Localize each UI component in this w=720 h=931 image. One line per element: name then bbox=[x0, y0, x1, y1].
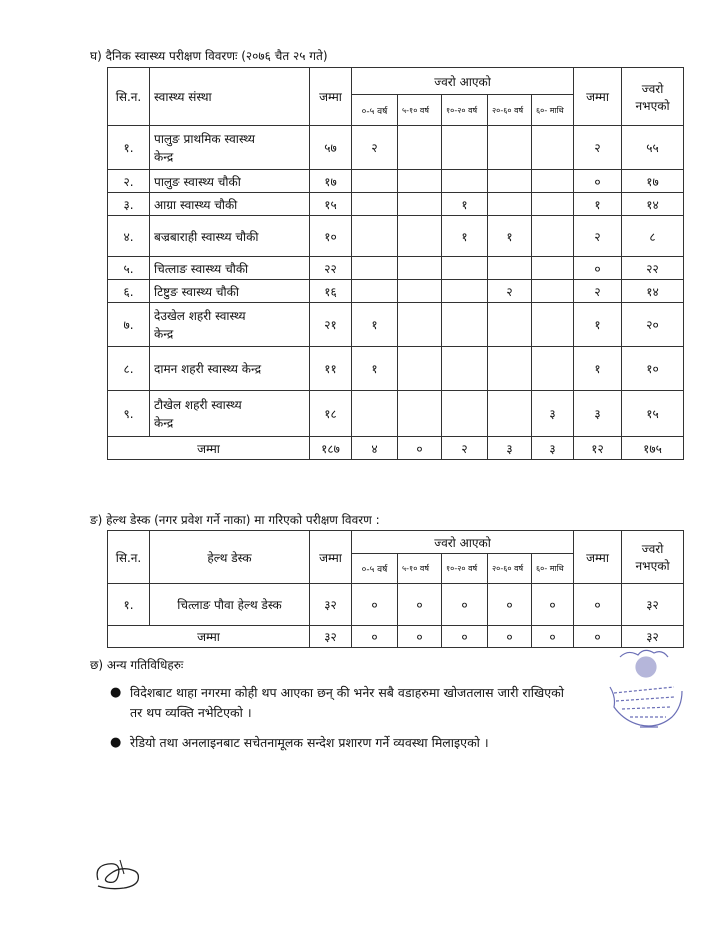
col-header-age: ५-१० वर्ष bbox=[398, 554, 442, 584]
row-institution bbox=[150, 303, 310, 347]
row-age-cell bbox=[488, 170, 532, 193]
row-age-cell bbox=[352, 170, 398, 193]
row-age-cell bbox=[398, 170, 442, 193]
col-header-sn: सि.न. bbox=[108, 68, 150, 126]
row-no-fever: ८ bbox=[622, 216, 684, 257]
row-institution: बज्रबाराही स्वास्थ्य चौकी bbox=[150, 216, 310, 257]
table-row bbox=[108, 216, 684, 257]
row-total: १५ bbox=[310, 193, 352, 216]
row-age-cell bbox=[442, 391, 488, 437]
office-stamp-icon bbox=[600, 643, 692, 739]
row-fever-total: ३ bbox=[574, 391, 622, 437]
row-age-cell: ० bbox=[532, 584, 574, 626]
row-sn: ६. bbox=[108, 280, 150, 303]
total-age-cell: २ bbox=[442, 437, 488, 460]
row-sn: १. bbox=[108, 126, 150, 170]
row-age-cell bbox=[398, 280, 442, 303]
row-age-cell: ० bbox=[442, 584, 488, 626]
row-institution bbox=[150, 126, 310, 170]
col-header-age: १०-२० वर्ष bbox=[442, 554, 488, 584]
row-age-cell bbox=[398, 126, 442, 170]
row-no-fever: २२ bbox=[622, 257, 684, 280]
table-row bbox=[108, 193, 684, 216]
total-age-cell: ३ bbox=[532, 437, 574, 460]
total-label: जम्मा bbox=[108, 626, 310, 648]
row-age-cell bbox=[488, 193, 532, 216]
section-gha-heading: घ) दैनिक स्वास्थ्य परीक्षण विवरणः (२०७६ चैत २५ गते) bbox=[90, 49, 328, 63]
total-no-fever: १७५ bbox=[622, 437, 684, 460]
row-age-cell bbox=[488, 347, 532, 391]
col-header-sn: सि.न. bbox=[108, 531, 150, 584]
col-header-institution: स्वास्थ्य संस्था bbox=[150, 68, 310, 126]
row-age-cell bbox=[532, 193, 574, 216]
row-total: २१ bbox=[310, 303, 352, 347]
row-age-cell bbox=[398, 303, 442, 347]
row-no-fever: १४ bbox=[622, 280, 684, 303]
row-age-cell bbox=[532, 257, 574, 280]
row-no-fever: १७ bbox=[622, 170, 684, 193]
row-sn: ७. bbox=[108, 303, 150, 347]
row-age-cell: १ bbox=[352, 347, 398, 391]
row-fever-total: १ bbox=[574, 193, 622, 216]
col-header-fever-total: जम्मा bbox=[574, 68, 622, 126]
row-age-cell: ० bbox=[352, 584, 398, 626]
row-sn: २. bbox=[108, 170, 150, 193]
table-row bbox=[108, 347, 684, 391]
signature-icon bbox=[90, 850, 150, 890]
row-age-cell bbox=[352, 280, 398, 303]
table-row bbox=[108, 170, 684, 193]
institution-line2: केन्द्र bbox=[154, 149, 174, 164]
row-fever-total: १ bbox=[574, 347, 622, 391]
total-age-cell: ० bbox=[352, 626, 398, 648]
row-age-cell bbox=[352, 216, 398, 257]
list-item bbox=[108, 733, 578, 753]
row-age-cell bbox=[532, 126, 574, 170]
daily-health-table bbox=[107, 67, 684, 460]
total-age-cell: ० bbox=[488, 626, 532, 648]
row-total: १६ bbox=[310, 280, 352, 303]
col-header-age: ०-५ वर्ष bbox=[352, 95, 398, 126]
table-row bbox=[108, 584, 684, 626]
col-header-age: २०-६० वर्ष bbox=[488, 554, 532, 584]
row-no-fever: १५ bbox=[622, 391, 684, 437]
institution-line2: केन्द्र bbox=[154, 415, 174, 430]
row-sn: ९. bbox=[108, 391, 150, 437]
row-fever-total: २ bbox=[574, 280, 622, 303]
health-desk-table bbox=[107, 530, 684, 648]
row-institution bbox=[150, 391, 310, 437]
row-age-cell: ३ bbox=[532, 391, 574, 437]
row-sn: ३. bbox=[108, 193, 150, 216]
row-age-cell bbox=[488, 391, 532, 437]
row-age-cell bbox=[398, 347, 442, 391]
row-total: २२ bbox=[310, 257, 352, 280]
activity-text: रेडियो तथा अनलाइनबाट सचेतनामूलक सन्देश प्रशारण गर्ने व्यवस्था मिलाइएको । bbox=[130, 735, 489, 750]
row-age-cell bbox=[352, 193, 398, 216]
total-age-cell: ० bbox=[442, 626, 488, 648]
total-label: जम्मा bbox=[108, 437, 310, 460]
row-total: १८ bbox=[310, 391, 352, 437]
col-header-age: ०-५ वर्ष bbox=[352, 554, 398, 584]
col-header-total: जम्मा bbox=[310, 68, 352, 126]
col-header-fever: ज्वरो आएको bbox=[352, 531, 574, 554]
row-institution: चित्लाङ स्वास्थ्य चौकी bbox=[150, 257, 310, 280]
table-row bbox=[108, 303, 684, 347]
total-age-cell: ० bbox=[398, 626, 442, 648]
row-age-cell bbox=[352, 391, 398, 437]
table-row bbox=[108, 391, 684, 437]
row-sn: ५. bbox=[108, 257, 150, 280]
row-age-cell bbox=[488, 303, 532, 347]
row-age-cell bbox=[488, 126, 532, 170]
col-header-desk: हेल्थ डेस्क bbox=[150, 531, 310, 584]
total-total: १८७ bbox=[310, 437, 352, 460]
row-age-cell: ० bbox=[398, 584, 442, 626]
col-header-total: जम्मा bbox=[310, 531, 352, 584]
row-age-cell bbox=[488, 257, 532, 280]
row-age-cell bbox=[532, 303, 574, 347]
row-age-cell bbox=[352, 257, 398, 280]
bullet-icon: ● bbox=[110, 735, 122, 750]
row-institution: पालुङ स्वास्थ्य चौकी bbox=[150, 170, 310, 193]
row-sn: ४. bbox=[108, 216, 150, 257]
institution-line1: टौखेल शहरी स्वास्थ्य bbox=[154, 397, 242, 412]
row-sn: ८. bbox=[108, 347, 150, 391]
row-age-cell bbox=[442, 280, 488, 303]
col-header-age: १०-२० वर्ष bbox=[442, 95, 488, 126]
row-institution: दामन शहरी स्वास्थ्य केन्द्र bbox=[150, 347, 310, 391]
section-nga-heading: ङ) हेल्थ डेस्क (नगर प्रवेश गर्ने नाका) मा गरिएको परीक्षण विवरण : bbox=[90, 513, 380, 527]
total-age-cell: ४ bbox=[352, 437, 398, 460]
row-age-cell bbox=[398, 216, 442, 257]
row-no-fever: ३२ bbox=[622, 584, 684, 626]
col-header-fever-total: जम्मा bbox=[574, 531, 622, 584]
row-desk: चित्लाङ पौवा हेल्थ डेस्क bbox=[150, 584, 310, 626]
row-age-cell bbox=[442, 257, 488, 280]
col-header-no-fever: ज्वरो नभएको bbox=[622, 68, 684, 126]
row-age-cell bbox=[532, 347, 574, 391]
total-age-cell: ३ bbox=[488, 437, 532, 460]
row-total: १० bbox=[310, 216, 352, 257]
row-age-cell bbox=[442, 126, 488, 170]
total-row bbox=[108, 626, 684, 648]
table-row bbox=[108, 257, 684, 280]
total-age-cell: ० bbox=[398, 437, 442, 460]
row-age-cell bbox=[398, 391, 442, 437]
row-institution: आग्रा स्वास्थ्य चौकी bbox=[150, 193, 310, 216]
row-total: ५७ bbox=[310, 126, 352, 170]
row-total: ११ bbox=[310, 347, 352, 391]
row-age-cell: १ bbox=[442, 193, 488, 216]
row-age-cell bbox=[442, 303, 488, 347]
row-institution: टिष्टुङ स्वास्थ्य चौकी bbox=[150, 280, 310, 303]
row-fever-total: २ bbox=[574, 126, 622, 170]
row-age-cell: ० bbox=[488, 584, 532, 626]
col-header-no-fever: ज्वरो नभएको bbox=[622, 531, 684, 584]
row-fever-total: ० bbox=[574, 170, 622, 193]
row-total: ३२ bbox=[310, 584, 352, 626]
institution-line2: केन्द्र bbox=[154, 326, 174, 341]
col-header-age: ५-१० वर्ष bbox=[398, 95, 442, 126]
row-fever-total: ० bbox=[574, 584, 622, 626]
row-age-cell bbox=[442, 347, 488, 391]
row-age-cell: १ bbox=[488, 216, 532, 257]
table-row bbox=[108, 126, 684, 170]
bullet-icon: ● bbox=[110, 685, 122, 700]
total-row bbox=[108, 437, 684, 460]
row-age-cell bbox=[532, 216, 574, 257]
col-header-fever: ज्वरो आएको bbox=[352, 68, 574, 95]
row-fever-total: ० bbox=[574, 257, 622, 280]
row-age-cell: २ bbox=[352, 126, 398, 170]
row-age-cell bbox=[442, 170, 488, 193]
row-no-fever: ५५ bbox=[622, 126, 684, 170]
row-age-cell bbox=[398, 257, 442, 280]
row-age-cell: २ bbox=[488, 280, 532, 303]
col-header-age: ६०- माथि bbox=[532, 554, 574, 584]
col-header-age: ६०- माथि bbox=[532, 95, 574, 126]
total-total: ३२ bbox=[310, 626, 352, 648]
col-header-age: २०-६० वर्ष bbox=[488, 95, 532, 126]
row-no-fever: १४ bbox=[622, 193, 684, 216]
activities-list bbox=[108, 683, 578, 763]
row-total: १७ bbox=[310, 170, 352, 193]
total-fever-total: १२ bbox=[574, 437, 622, 460]
section-chha-heading: छ) अन्य गतिविधिहरुः bbox=[90, 658, 184, 672]
institution-line1: पालुङ प्राथमिक स्वास्थ्य bbox=[154, 131, 255, 146]
row-fever-total: २ bbox=[574, 216, 622, 257]
total-no-fever: ३२ bbox=[622, 626, 684, 648]
total-age-cell: ० bbox=[532, 626, 574, 648]
row-age-cell bbox=[532, 280, 574, 303]
list-item bbox=[108, 683, 578, 723]
table-row bbox=[108, 280, 684, 303]
row-no-fever: २० bbox=[622, 303, 684, 347]
activity-text: विदेशबाट थाहा नगरमा कोही थप आएका छन् की भनेर सबै वडाहरुमा खोजतलास जारी राखिएको तर थप व्यक्ति नभेटिएको । bbox=[130, 685, 564, 720]
row-age-cell bbox=[532, 170, 574, 193]
institution-line1: देउखेल शहरी स्वास्थ्य bbox=[154, 308, 246, 323]
row-no-fever: १० bbox=[622, 347, 684, 391]
row-age-cell: १ bbox=[442, 216, 488, 257]
row-age-cell bbox=[398, 193, 442, 216]
total-fever-total: ० bbox=[574, 626, 622, 648]
row-sn: १. bbox=[108, 584, 150, 626]
row-age-cell: १ bbox=[352, 303, 398, 347]
row-fever-total: १ bbox=[574, 303, 622, 347]
